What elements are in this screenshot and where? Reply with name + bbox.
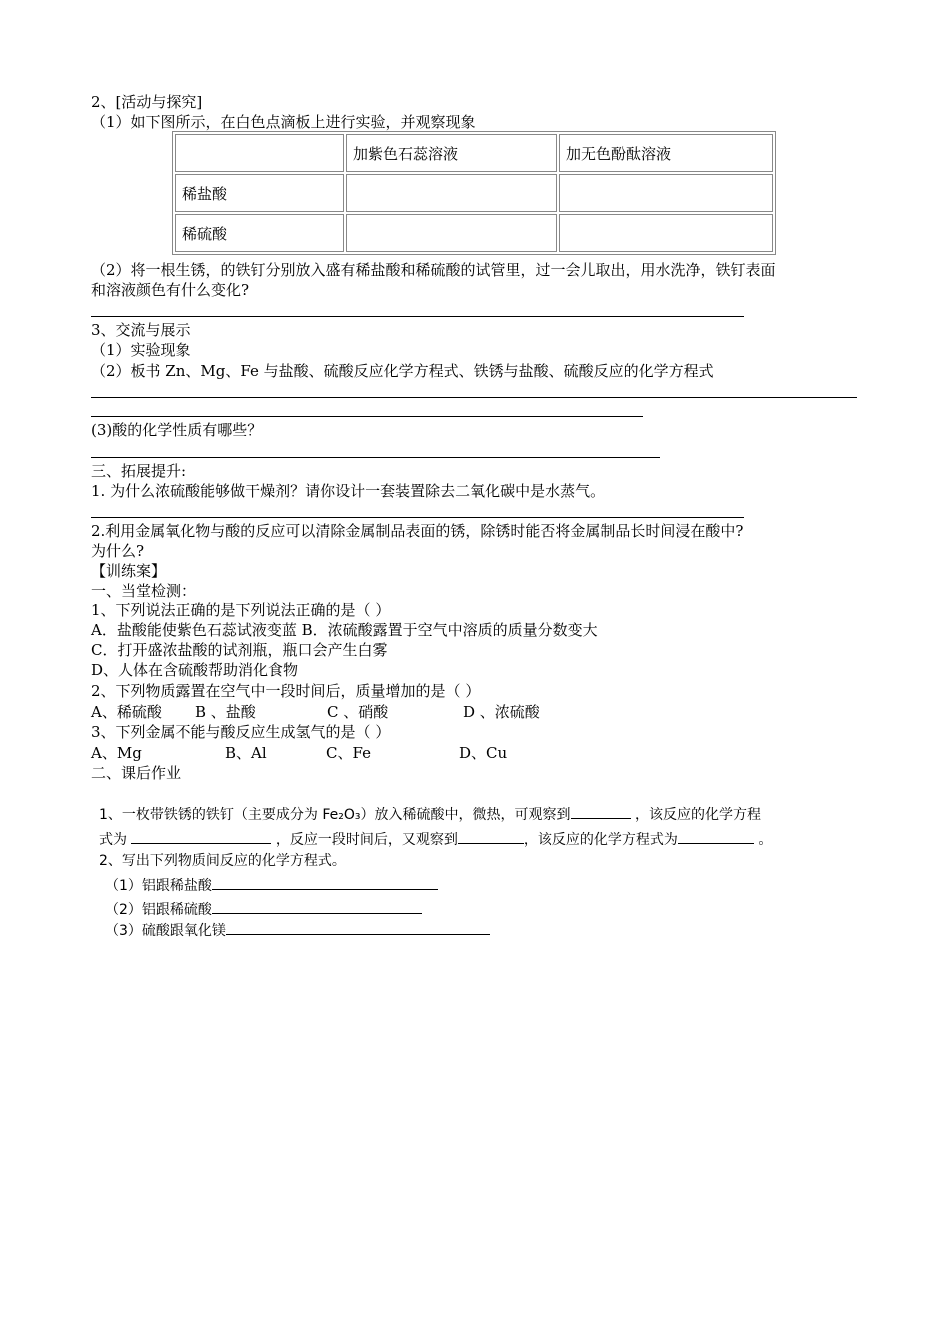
option-a: A、Mg: [91, 744, 142, 762]
option-d: D 、浓硫酸: [463, 703, 540, 721]
activity-heading: 2、[活动与探究]: [91, 93, 203, 111]
table-answer-cell[interactable]: [346, 214, 557, 252]
homework-q2-item: [105, 920, 490, 941]
answer-line[interactable]: [91, 397, 857, 398]
table-header-row: [175, 134, 773, 172]
table-row-label: 稀盐酸: [175, 174, 344, 212]
answer-line[interactable]: [91, 316, 744, 317]
table-header-cell: 加紫色石蕊溶液: [346, 134, 557, 172]
option-b: B、Al: [225, 744, 267, 762]
homework-q2: 2、写出下列物质间反应的化学方程式。: [99, 853, 346, 869]
exchange-heading: 3、交流与展示: [91, 321, 191, 339]
homework-q2-item: [105, 875, 438, 896]
answer-blank[interactable]: [212, 875, 438, 890]
answer-blank[interactable]: [458, 829, 524, 844]
homework-q1-text: 1、一枚带铁锈的铁钉（主要成分为 Fe₂O₃）放入稀硫酸中，微热，可观察到: [99, 807, 571, 823]
table-header-cell: 加无色酚酞溶液: [559, 134, 773, 172]
training-q1: 1、下列说法正确的是下列说法正确的是（ ）: [91, 601, 391, 619]
training-section2: 二、课后作业: [91, 764, 182, 782]
homework-q1-text: ，该反应的化学方程式为: [523, 832, 678, 848]
answer-line[interactable]: [91, 457, 660, 458]
homework-q2-item-label: （2）铝跟稀硫酸: [105, 902, 212, 918]
training-section1: 一、当堂检测：: [91, 582, 197, 600]
option-d: D、Cu: [459, 744, 508, 762]
option-c: C 、硝酸: [327, 703, 389, 721]
extension-q2-line1: 2.利用金属氧化物与酸的反应可以清除金属制品表面的锈，除锈时能否将金属制品长时间浸在酸中?: [91, 522, 744, 540]
table-row: [175, 174, 773, 212]
answer-line[interactable]: [91, 517, 744, 518]
extension-q2-line2: 为什么?: [91, 542, 145, 560]
answer-blank[interactable]: [212, 899, 422, 914]
homework-q2-item-label: （1）铝跟稀盐酸: [105, 878, 212, 894]
activity-step2-line1: （2）将一根生锈，的铁钉分别放入盛有稀盐酸和稀硫酸的试管里，过一会儿取出，用水洗净，铁钉表面: [91, 261, 776, 279]
table-row-label: 稀硫酸: [175, 214, 344, 252]
answer-blank[interactable]: [131, 829, 271, 844]
extension-heading: 三、拓展提升:: [91, 462, 187, 480]
homework-q1-line2: [99, 829, 772, 850]
answer-blank[interactable]: [571, 804, 631, 819]
answer-blank[interactable]: [226, 920, 490, 935]
training-q1-option-c: C．打开盛浓盐酸的试剂瓶，瓶口会产生白雾: [91, 641, 388, 659]
training-q1-option-d: D、人体在含硫酸帮助消化食物: [91, 661, 299, 679]
table-header-cell: [175, 134, 344, 172]
exchange-item2: （2）板书 Zn、Mg、Fe 与盐酸、硫酸反应化学方程式、铁锈与盐酸、硫酸反应的化学方程式: [91, 362, 714, 380]
extension-q1: 1. 为什么浓硫酸能够做干燥剂？请你设计一套装置除去二氧化碳中是水蒸气。: [91, 482, 606, 500]
homework-q1-line1: [99, 804, 761, 825]
experiment-table: [172, 131, 776, 255]
homework-q2-item-label: （3）硫酸跟氧化镁: [105, 923, 226, 939]
training-q1-option-ab: A．盐酸能使紫色石蕊试液变蓝 B．浓硫酸露置于空气中溶质的质量分数变大: [91, 621, 598, 639]
exchange-item3: (3)酸的化学性质有哪些？: [91, 421, 263, 439]
homework-q1-text: ，该反应的化学方程: [634, 807, 761, 823]
homework-q1-text: ，反应一段时间后，又观察到: [275, 832, 458, 848]
training-q2: 2、下列物质露置在空气中一段时间后，质量增加的是（ ）: [91, 682, 481, 700]
table-answer-cell[interactable]: [559, 214, 773, 252]
table-answer-cell[interactable]: [346, 174, 557, 212]
activity-step1: （1）如下图所示，在白色点滴板上进行实验，并观察现象: [91, 113, 476, 131]
training-q3: 3、下列金属不能与酸反应生成氢气的是（ ）: [91, 723, 391, 741]
answer-line[interactable]: [91, 416, 643, 417]
answer-blank[interactable]: [678, 829, 754, 844]
homework-q2-item: [105, 899, 422, 920]
homework-q1-text: 。: [758, 832, 773, 848]
activity-step2-line2: 和溶液颜色有什么变化?: [91, 281, 250, 299]
exchange-item1: （1）实验现象: [91, 341, 191, 359]
option-b: B 、盐酸: [195, 703, 256, 721]
table-row: [175, 214, 773, 252]
homework-q1-text: 式为: [99, 832, 127, 848]
option-c: C、Fe: [326, 744, 371, 762]
training-heading: 【训练案】: [91, 562, 167, 580]
option-a: A、稀硫酸: [91, 703, 162, 721]
table-answer-cell[interactable]: [559, 174, 773, 212]
